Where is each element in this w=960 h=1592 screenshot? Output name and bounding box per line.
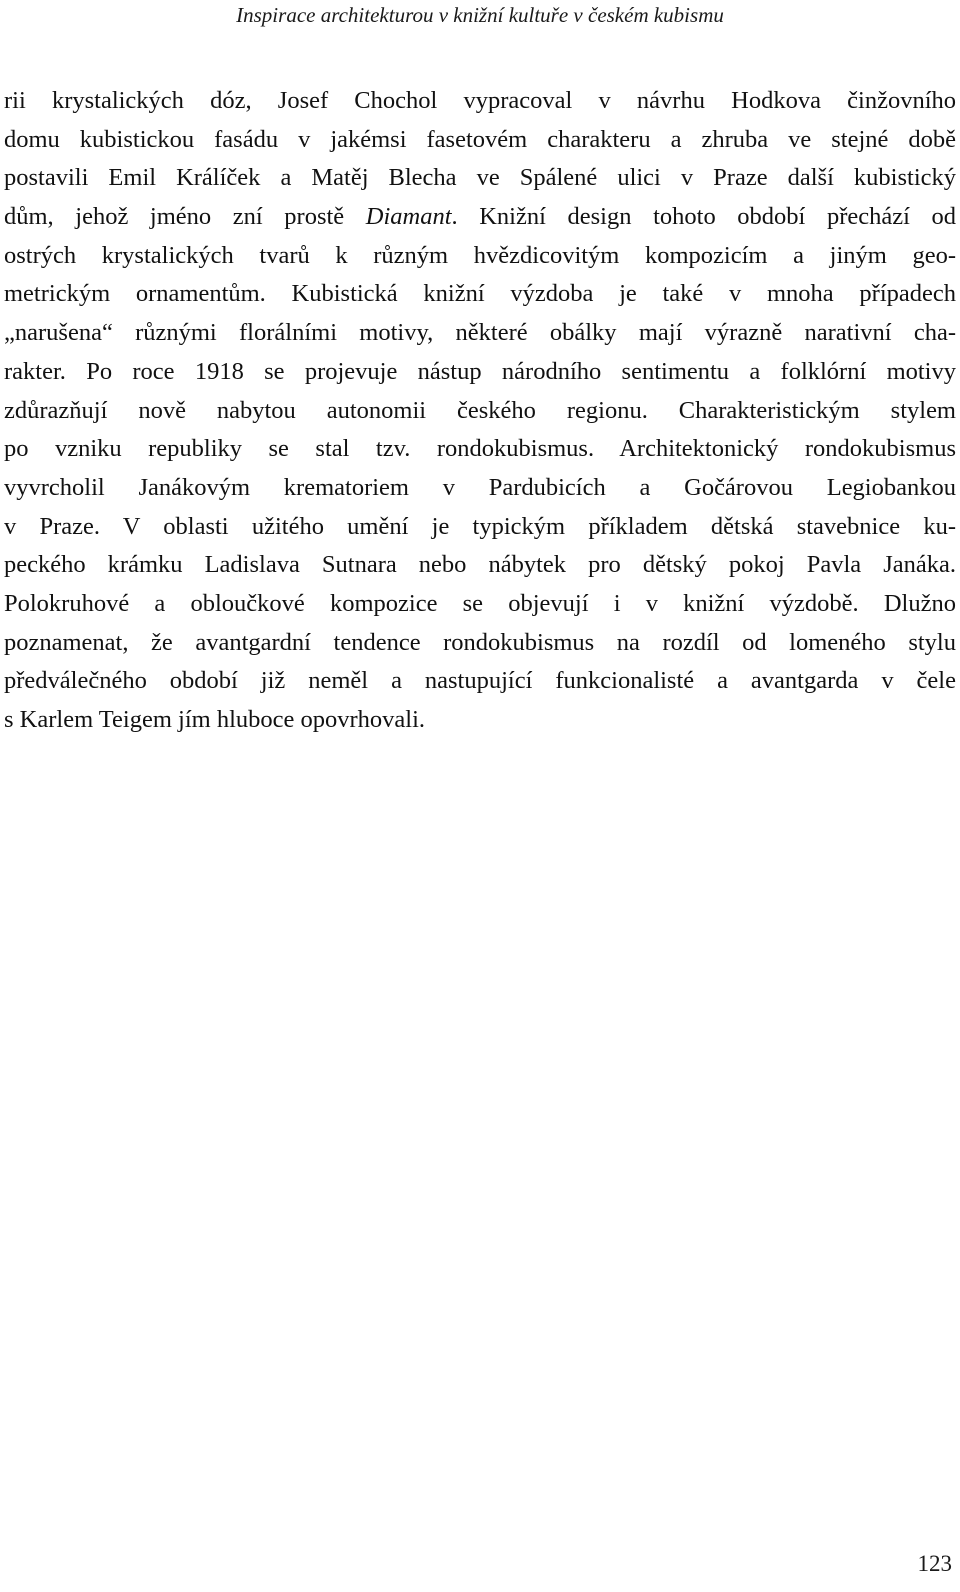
text-line: peckého krámku Ladislava Sutnara nebo nábytek pro dětský pokoj Pavla Janáka. (4, 551, 956, 579)
text-line: „narušena“ různými florálními motivy, některé obálky mají výrazně narativní cha- (4, 319, 956, 347)
text-line: v Praze. V oblasti užitého umění je typickým příkladem dětská stavebnice ku- (4, 512, 956, 540)
text-line: ostrých krystalických tvarů k různým hvězdicovitým kompozicím a jiným geo- (4, 241, 956, 269)
text-line: s Karlem Teigem jím hluboce opovrhovali. (4, 706, 426, 733)
text-line: zdůrazňují nově nabytou autonomii českého regionu. Charakteristickým stylem (4, 396, 956, 424)
page-number: 123 (917, 1551, 952, 1576)
text-line: Polokruhové a obloučkové kompozice se objevují i v knižní výzdobě. Dlužno (4, 589, 956, 617)
text-line: rii krystalických dóz, Josef Chochol vypracoval v návrhu Hodkova činžovního (4, 87, 956, 114)
text-line: rakter. Po roce 1918 se projevuje nástup národního sentimentu a folklórní motivy (4, 357, 956, 385)
italic-building-name: Diamant (365, 203, 452, 231)
text-line: vyvrcholil Janákovým krematoriem v Pardubicích a Gočárovou Legiobankou (4, 473, 956, 501)
text-run: dům, jehož jméno zní prostě (4, 203, 366, 231)
text-line: předválečného období již neměl a nastupující funkcionalisté a avantgarda v čele (4, 667, 956, 695)
text-line (4, 198, 956, 237)
body-paragraph (4, 82, 956, 740)
text-line: po vzniku republiky se stal tzv. rondokubismus. Architektonický rondokubismus (4, 435, 956, 463)
text-line: domu kubistickou fasádu v jakémsi fasetovém charakteru a zhruba ve stejné době (4, 125, 956, 153)
running-header: Inspirace architekturou v knižní kultuře v českém kubismu (236, 3, 724, 27)
text-line: postavili Emil Králíček a Matěj Blecha ve Spálené ulici v Praze další kubistický (4, 164, 956, 192)
text-run: . Knižní design tohoto období přechází od (451, 203, 957, 231)
text-line: metrickým ornamentům. Kubistická knižní výzdoba je také v mnoha případech (4, 280, 956, 308)
text-line: poznamenat, že avantgardní tendence rondokubismus na rozdíl od lomeného stylu (4, 628, 956, 656)
